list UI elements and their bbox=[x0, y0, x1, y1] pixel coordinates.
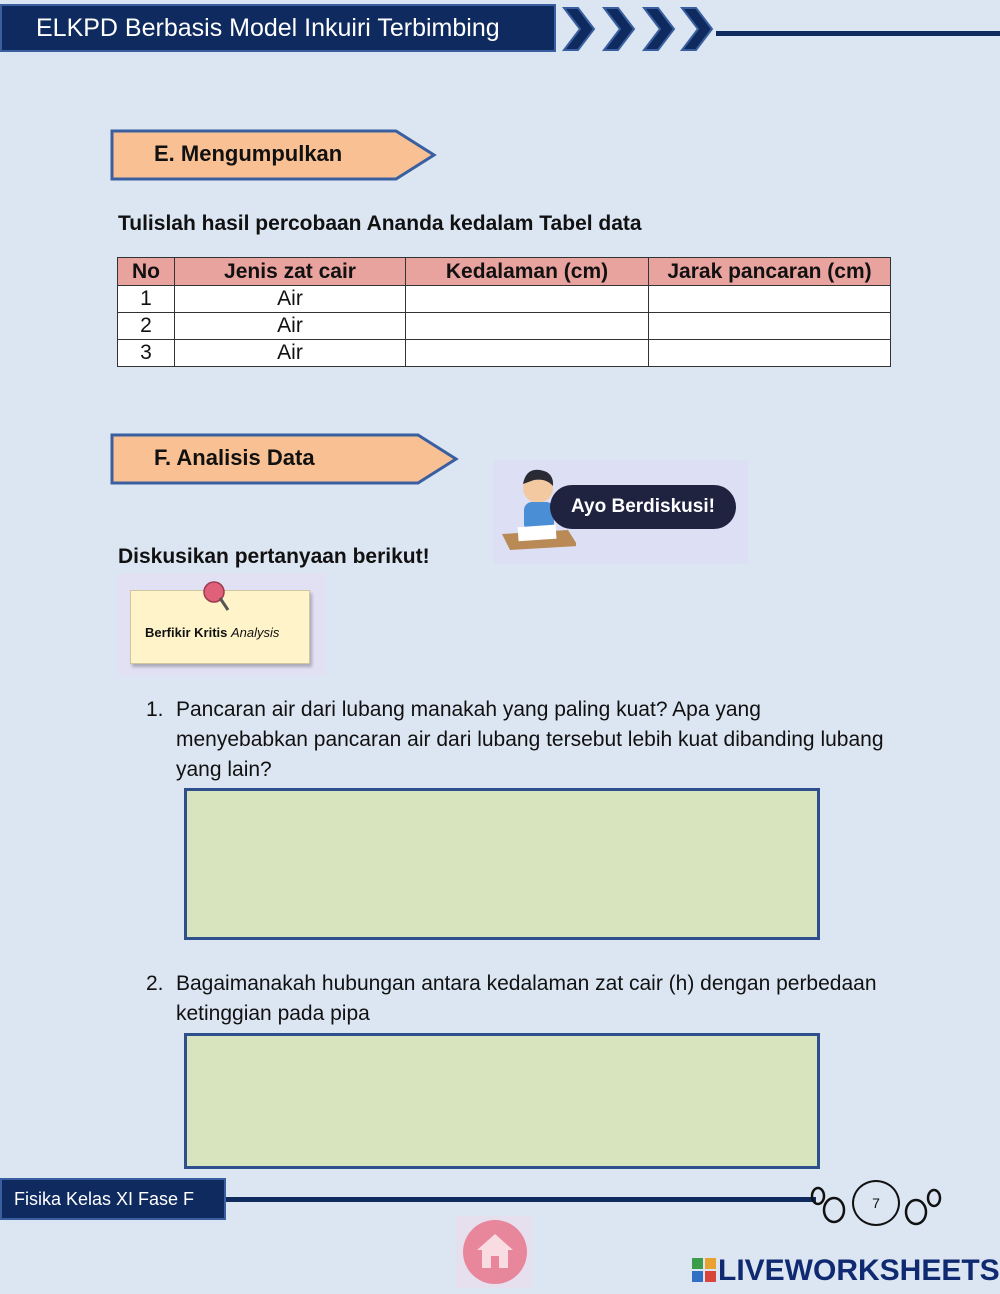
col-header-jarak: Jarak pancaran (cm) bbox=[649, 258, 891, 286]
discussion-badge bbox=[494, 460, 748, 564]
liveworksheets-mark-icon bbox=[692, 1258, 716, 1282]
header-chevron-decoration bbox=[560, 4, 1000, 54]
cell-no: 3 bbox=[118, 340, 175, 367]
discussion-instruction: Diskusikan pertanyaan berikut! bbox=[118, 545, 430, 568]
col-header-kedalaman: Kedalaman (cm) bbox=[406, 258, 649, 286]
table-header-row bbox=[118, 258, 891, 286]
note-italic: Analysis bbox=[231, 625, 280, 640]
cell-jarak-input[interactable] bbox=[649, 286, 891, 313]
cell-jarak-input[interactable] bbox=[649, 340, 891, 367]
question-number: 1. bbox=[146, 698, 164, 721]
home-icon bbox=[463, 1220, 527, 1284]
table-row bbox=[118, 286, 891, 313]
liveworksheets-logo bbox=[692, 1254, 1000, 1288]
section-e-label: E. Mengumpulkan bbox=[154, 141, 343, 166]
table-row bbox=[118, 340, 891, 367]
footer-divider bbox=[226, 1197, 816, 1202]
col-header-no: No bbox=[118, 258, 175, 286]
answer-box-1[interactable] bbox=[184, 788, 820, 940]
question-number: 2. bbox=[146, 972, 164, 995]
home-button[interactable] bbox=[463, 1220, 527, 1284]
table-row bbox=[118, 313, 891, 340]
cell-kedalaman-input[interactable] bbox=[406, 340, 649, 367]
question-text: Pancaran air dari lubang manakah yang paling kuat? Apa yang menyebabkan pancaran air dari lubang tersebut lebih kuat dibanding lubang yang lain? bbox=[176, 698, 884, 781]
section-f-label: F. Analisis Data bbox=[154, 445, 315, 470]
header-title: ELKPD Berbasis Model Inkuiri Terbimbing bbox=[0, 4, 556, 52]
cell-jenis: Air bbox=[175, 286, 406, 313]
cell-no: 1 bbox=[118, 286, 175, 313]
data-table bbox=[117, 257, 891, 367]
col-header-jenis: Jenis zat cair bbox=[175, 258, 406, 286]
footer-label: Fisika Kelas XI Fase F bbox=[0, 1178, 226, 1220]
cell-jenis: Air bbox=[175, 313, 406, 340]
home-button-area bbox=[456, 1216, 532, 1288]
answer-box-2[interactable] bbox=[184, 1033, 820, 1169]
table-instruction: Tulislah hasil percobaan Ananda kedalam Tabel data bbox=[118, 212, 642, 235]
critical-thinking-note bbox=[118, 574, 326, 676]
pushpin-icon bbox=[202, 580, 232, 614]
cell-no: 2 bbox=[118, 313, 175, 340]
cell-jarak-input[interactable] bbox=[649, 313, 891, 340]
cell-kedalaman-input[interactable] bbox=[406, 313, 649, 340]
logo-text: LIVEWORKSHEETS bbox=[718, 1254, 1000, 1287]
note-bold: Berfikir Kritis bbox=[145, 625, 228, 640]
question-2 bbox=[146, 969, 886, 1029]
section-f-banner bbox=[110, 433, 462, 485]
question-1 bbox=[146, 695, 886, 785]
cell-kedalaman-input[interactable] bbox=[406, 286, 649, 313]
badge-label: Ayo Berdiskusi! bbox=[550, 485, 736, 529]
question-text: Bagaimanakah hubungan antara kedalaman zat cair (h) dengan perbedaan ketinggian pada pipa bbox=[176, 972, 877, 1025]
page-number: 7 bbox=[852, 1180, 900, 1226]
cell-jenis: Air bbox=[175, 340, 406, 367]
section-e-banner bbox=[110, 129, 440, 181]
